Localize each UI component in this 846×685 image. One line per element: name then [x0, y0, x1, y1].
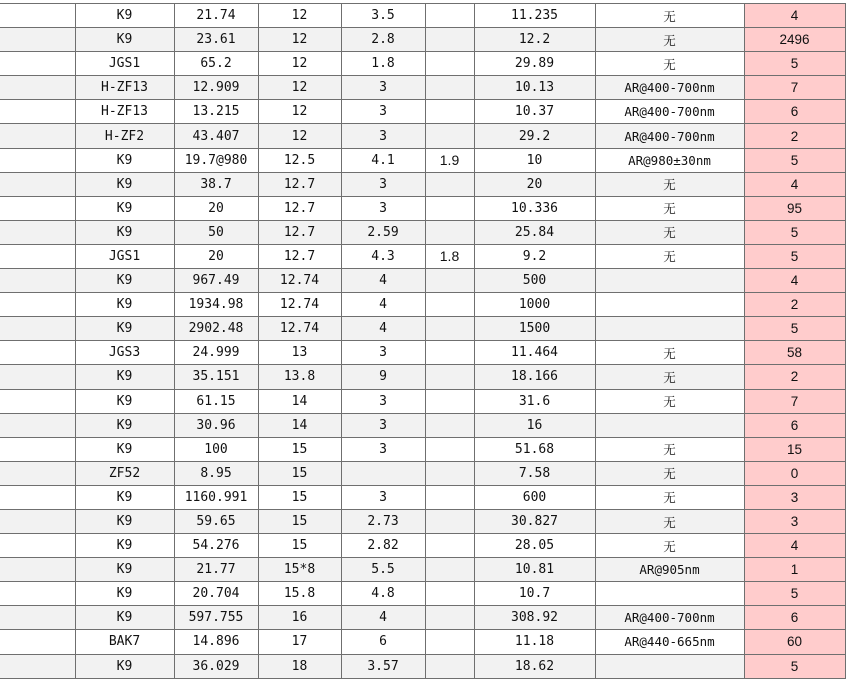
- diameter-cell: 12: [258, 52, 341, 76]
- focal-length-cell: 21.74: [174, 4, 258, 28]
- blank-cell: [0, 509, 75, 533]
- material-cell: K9: [75, 4, 174, 28]
- thickness-cell: 3: [341, 413, 425, 437]
- quantity-cell: 6: [744, 100, 845, 124]
- thickness-cell: 2.8: [341, 28, 425, 52]
- back-focal-length-cell: 12.2: [474, 28, 595, 52]
- focal-length-cell: 13.215: [174, 100, 258, 124]
- quantity-cell: 5: [744, 148, 845, 172]
- code-cell: [425, 509, 474, 533]
- blank-cell: [0, 28, 75, 52]
- material-cell: K9: [75, 485, 174, 509]
- table-row: [0, 148, 845, 172]
- quantity-cell: 58: [744, 341, 845, 365]
- focal-length-cell: 100: [174, 437, 258, 461]
- diameter-cell: 12: [258, 4, 341, 28]
- thickness-cell: 2.73: [341, 509, 425, 533]
- quantity-cell: 5: [744, 244, 845, 268]
- coating-cell: 无: [595, 28, 744, 52]
- blank-cell: [0, 389, 75, 413]
- table-row: [0, 317, 845, 341]
- back-focal-length-cell: 28.05: [474, 534, 595, 558]
- table-row: [0, 172, 845, 196]
- quantity-cell: 4: [744, 534, 845, 558]
- diameter-cell: 16: [258, 606, 341, 630]
- back-focal-length-cell: 18.166: [474, 365, 595, 389]
- quantity-cell: 3: [744, 509, 845, 533]
- coating-cell: AR@440-665nm: [595, 630, 744, 654]
- code-cell: [425, 124, 474, 148]
- material-cell: JGS3: [75, 341, 174, 365]
- quantity-cell: 5: [744, 654, 845, 678]
- blank-cell: [0, 196, 75, 220]
- code-cell: [425, 269, 474, 293]
- table-row: [0, 293, 845, 317]
- table-row: [0, 582, 845, 606]
- quantity-cell: 5: [744, 52, 845, 76]
- diameter-cell: 13: [258, 341, 341, 365]
- material-cell: BAK7: [75, 630, 174, 654]
- focal-length-cell: 43.407: [174, 124, 258, 148]
- coating-cell: AR@400-700nm: [595, 606, 744, 630]
- blank-cell: [0, 485, 75, 509]
- focal-length-cell: 54.276: [174, 534, 258, 558]
- quantity-cell: 2: [744, 365, 845, 389]
- coating-cell: 无: [595, 4, 744, 28]
- focal-length-cell: 8.95: [174, 461, 258, 485]
- blank-cell: [0, 606, 75, 630]
- quantity-cell: 3: [744, 485, 845, 509]
- thickness-cell: 4: [341, 293, 425, 317]
- blank-cell: [0, 365, 75, 389]
- back-focal-length-cell: 20: [474, 172, 595, 196]
- diameter-cell: 17: [258, 630, 341, 654]
- code-cell: [425, 4, 474, 28]
- diameter-cell: 12.5: [258, 148, 341, 172]
- diameter-cell: 15: [258, 485, 341, 509]
- focal-length-cell: 36.029: [174, 654, 258, 678]
- material-cell: K9: [75, 172, 174, 196]
- quantity-cell: 2: [744, 293, 845, 317]
- code-cell: [425, 52, 474, 76]
- thickness-cell: 4: [341, 317, 425, 341]
- diameter-cell: 12.74: [258, 293, 341, 317]
- quantity-cell: 0: [744, 461, 845, 485]
- thickness-cell: 3: [341, 124, 425, 148]
- thickness-cell: 6: [341, 630, 425, 654]
- quantity-cell: 5: [744, 582, 845, 606]
- diameter-cell: 15: [258, 437, 341, 461]
- blank-cell: [0, 413, 75, 437]
- code-cell: [425, 76, 474, 100]
- code-cell: [425, 28, 474, 52]
- code-cell: [425, 485, 474, 509]
- material-cell: H-ZF13: [75, 100, 174, 124]
- back-focal-length-cell: 29.89: [474, 52, 595, 76]
- material-cell: K9: [75, 389, 174, 413]
- blank-cell: [0, 100, 75, 124]
- quantity-cell: 7: [744, 389, 845, 413]
- back-focal-length-cell: 11.464: [474, 341, 595, 365]
- code-cell: [425, 317, 474, 341]
- blank-cell: [0, 148, 75, 172]
- diameter-cell: 12: [258, 76, 341, 100]
- coating-cell: [595, 654, 744, 678]
- coating-cell: AR@980±30nm: [595, 148, 744, 172]
- thickness-cell: 5.5: [341, 558, 425, 582]
- diameter-cell: 18: [258, 654, 341, 678]
- thickness-cell: 3: [341, 437, 425, 461]
- diameter-cell: 12.7: [258, 220, 341, 244]
- material-cell: K9: [75, 317, 174, 341]
- code-cell: [425, 534, 474, 558]
- material-cell: K9: [75, 365, 174, 389]
- table-row: [0, 654, 845, 678]
- code-cell: [425, 606, 474, 630]
- quantity-cell: 4: [744, 172, 845, 196]
- back-focal-length-cell: 10: [474, 148, 595, 172]
- back-focal-length-cell: 16: [474, 413, 595, 437]
- diameter-cell: 15: [258, 509, 341, 533]
- back-focal-length-cell: 51.68: [474, 437, 595, 461]
- coating-cell: [595, 413, 744, 437]
- back-focal-length-cell: 10.37: [474, 100, 595, 124]
- table-body: [0, 4, 845, 679]
- quantity-cell: 6: [744, 606, 845, 630]
- thickness-cell: 4: [341, 269, 425, 293]
- material-cell: K9: [75, 269, 174, 293]
- table-row: [0, 389, 845, 413]
- thickness-cell: 3: [341, 389, 425, 413]
- coating-cell: 无: [595, 196, 744, 220]
- diameter-cell: 12.74: [258, 269, 341, 293]
- thickness-cell: 3: [341, 76, 425, 100]
- table-row: [0, 124, 845, 148]
- focal-length-cell: 59.65: [174, 509, 258, 533]
- diameter-cell: 12.7: [258, 172, 341, 196]
- coating-cell: 无: [595, 365, 744, 389]
- code-cell: [425, 293, 474, 317]
- coating-cell: [595, 317, 744, 341]
- focal-length-cell: 967.49: [174, 269, 258, 293]
- blank-cell: [0, 244, 75, 268]
- material-cell: H-ZF2: [75, 124, 174, 148]
- focal-length-cell: 50: [174, 220, 258, 244]
- quantity-cell: 4: [744, 4, 845, 28]
- blank-cell: [0, 437, 75, 461]
- thickness-cell: 4.1: [341, 148, 425, 172]
- code-cell: [425, 196, 474, 220]
- coating-cell: 无: [595, 389, 744, 413]
- thickness-cell: 3: [341, 196, 425, 220]
- table-row: [0, 630, 845, 654]
- code-cell: 1.8: [425, 244, 474, 268]
- focal-length-cell: 21.77: [174, 558, 258, 582]
- code-cell: [425, 389, 474, 413]
- diameter-cell: 15.8: [258, 582, 341, 606]
- diameter-cell: 14: [258, 389, 341, 413]
- focal-length-cell: 12.909: [174, 76, 258, 100]
- back-focal-length-cell: 10.7: [474, 582, 595, 606]
- quantity-cell: 95: [744, 196, 845, 220]
- coating-cell: [595, 269, 744, 293]
- table-row: [0, 461, 845, 485]
- thickness-cell: 4.8: [341, 582, 425, 606]
- back-focal-length-cell: 18.62: [474, 654, 595, 678]
- coating-cell: 无: [595, 244, 744, 268]
- back-focal-length-cell: 31.6: [474, 389, 595, 413]
- quantity-cell: 60: [744, 630, 845, 654]
- coating-cell: 无: [595, 220, 744, 244]
- material-cell: K9: [75, 509, 174, 533]
- focal-length-cell: 24.999: [174, 341, 258, 365]
- material-cell: K9: [75, 220, 174, 244]
- code-cell: [425, 437, 474, 461]
- coating-cell: 无: [595, 534, 744, 558]
- thickness-cell: 3: [341, 485, 425, 509]
- thickness-cell: [341, 461, 425, 485]
- coating-cell: AR@400-700nm: [595, 76, 744, 100]
- diameter-cell: 15*8: [258, 558, 341, 582]
- diameter-cell: 12.7: [258, 244, 341, 268]
- coating-cell: AR@400-700nm: [595, 124, 744, 148]
- thickness-cell: 3: [341, 100, 425, 124]
- code-cell: [425, 220, 474, 244]
- table-row: [0, 52, 845, 76]
- diameter-cell: 14: [258, 413, 341, 437]
- code-cell: 1.9: [425, 148, 474, 172]
- diameter-cell: 12.74: [258, 317, 341, 341]
- coating-cell: AR@905nm: [595, 558, 744, 582]
- back-focal-length-cell: 500: [474, 269, 595, 293]
- table-row: [0, 534, 845, 558]
- coating-cell: 无: [595, 341, 744, 365]
- focal-length-cell: 1934.98: [174, 293, 258, 317]
- blank-cell: [0, 654, 75, 678]
- diameter-cell: 12: [258, 100, 341, 124]
- back-focal-length-cell: 7.58: [474, 461, 595, 485]
- back-focal-length-cell: 10.336: [474, 196, 595, 220]
- material-cell: K9: [75, 654, 174, 678]
- table-row: [0, 485, 845, 509]
- quantity-cell: 5: [744, 220, 845, 244]
- code-cell: [425, 582, 474, 606]
- diameter-cell: 12: [258, 28, 341, 52]
- coating-cell: 无: [595, 509, 744, 533]
- code-cell: [425, 461, 474, 485]
- thickness-cell: 3: [341, 341, 425, 365]
- back-focal-length-cell: 10.81: [474, 558, 595, 582]
- blank-cell: [0, 341, 75, 365]
- code-cell: [425, 341, 474, 365]
- material-cell: K9: [75, 582, 174, 606]
- blank-cell: [0, 293, 75, 317]
- material-cell: JGS1: [75, 52, 174, 76]
- focal-length-cell: 65.2: [174, 52, 258, 76]
- thickness-cell: 2.59: [341, 220, 425, 244]
- back-focal-length-cell: 11.18: [474, 630, 595, 654]
- focal-length-cell: 38.7: [174, 172, 258, 196]
- blank-cell: [0, 582, 75, 606]
- focal-length-cell: 30.96: [174, 413, 258, 437]
- code-cell: [425, 172, 474, 196]
- quantity-cell: 4: [744, 269, 845, 293]
- blank-cell: [0, 558, 75, 582]
- table-row: [0, 4, 845, 28]
- quantity-cell: 2: [744, 124, 845, 148]
- table-row: [0, 100, 845, 124]
- blank-cell: [0, 52, 75, 76]
- back-focal-length-cell: 1500: [474, 317, 595, 341]
- focal-length-cell: 23.61: [174, 28, 258, 52]
- code-cell: [425, 365, 474, 389]
- coating-cell: AR@400-700nm: [595, 100, 744, 124]
- blank-cell: [0, 172, 75, 196]
- table-row: [0, 244, 845, 268]
- focal-length-cell: 20: [174, 244, 258, 268]
- blank-cell: [0, 124, 75, 148]
- focal-length-cell: 597.755: [174, 606, 258, 630]
- material-cell: JGS1: [75, 244, 174, 268]
- table-row: [0, 220, 845, 244]
- focal-length-cell: 1160.991: [174, 485, 258, 509]
- material-cell: K9: [75, 413, 174, 437]
- thickness-cell: 1.8: [341, 52, 425, 76]
- coating-cell: 无: [595, 172, 744, 196]
- back-focal-length-cell: 9.2: [474, 244, 595, 268]
- material-cell: K9: [75, 534, 174, 558]
- back-focal-length-cell: 600: [474, 485, 595, 509]
- thickness-cell: 9: [341, 365, 425, 389]
- thickness-cell: 3.57: [341, 654, 425, 678]
- coating-cell: 无: [595, 437, 744, 461]
- back-focal-length-cell: 1000: [474, 293, 595, 317]
- thickness-cell: 2.82: [341, 534, 425, 558]
- material-cell: ZF52: [75, 461, 174, 485]
- blank-cell: [0, 630, 75, 654]
- focal-length-cell: 2902.48: [174, 317, 258, 341]
- thickness-cell: 3.5: [341, 4, 425, 28]
- diameter-cell: 12.7: [258, 196, 341, 220]
- code-cell: [425, 654, 474, 678]
- back-focal-length-cell: 10.13: [474, 76, 595, 100]
- material-cell: K9: [75, 196, 174, 220]
- thickness-cell: 3: [341, 172, 425, 196]
- table-row: [0, 28, 845, 52]
- back-focal-length-cell: 29.2: [474, 124, 595, 148]
- blank-cell: [0, 461, 75, 485]
- back-focal-length-cell: 30.827: [474, 509, 595, 533]
- back-focal-length-cell: 25.84: [474, 220, 595, 244]
- table-row: [0, 341, 845, 365]
- focal-length-cell: 61.15: [174, 389, 258, 413]
- quantity-cell: 5: [744, 317, 845, 341]
- blank-cell: [0, 220, 75, 244]
- lens-inventory-table: [0, 3, 846, 679]
- focal-length-cell: 35.151: [174, 365, 258, 389]
- table-row: [0, 365, 845, 389]
- diameter-cell: 15: [258, 534, 341, 558]
- focal-length-cell: 20: [174, 196, 258, 220]
- coating-cell: 无: [595, 485, 744, 509]
- material-cell: K9: [75, 437, 174, 461]
- blank-cell: [0, 534, 75, 558]
- coating-cell: [595, 293, 744, 317]
- material-cell: H-ZF13: [75, 76, 174, 100]
- quantity-cell: 7: [744, 76, 845, 100]
- back-focal-length-cell: 308.92: [474, 606, 595, 630]
- material-cell: K9: [75, 293, 174, 317]
- focal-length-cell: 19.7@980: [174, 148, 258, 172]
- coating-cell: 无: [595, 461, 744, 485]
- table-row: [0, 606, 845, 630]
- diameter-cell: 15: [258, 461, 341, 485]
- code-cell: [425, 413, 474, 437]
- table-row: [0, 558, 845, 582]
- blank-cell: [0, 317, 75, 341]
- thickness-cell: 4: [341, 606, 425, 630]
- code-cell: [425, 100, 474, 124]
- blank-cell: [0, 76, 75, 100]
- table-row: [0, 437, 845, 461]
- table-row: [0, 413, 845, 437]
- focal-length-cell: 20.704: [174, 582, 258, 606]
- thickness-cell: 4.3: [341, 244, 425, 268]
- quantity-cell: 1: [744, 558, 845, 582]
- coating-cell: 无: [595, 52, 744, 76]
- quantity-cell: 15: [744, 437, 845, 461]
- table-row: [0, 509, 845, 533]
- material-cell: K9: [75, 558, 174, 582]
- back-focal-length-cell: 11.235: [474, 4, 595, 28]
- table-row: [0, 196, 845, 220]
- quantity-cell: 6: [744, 413, 845, 437]
- focal-length-cell: 14.896: [174, 630, 258, 654]
- code-cell: [425, 558, 474, 582]
- material-cell: K9: [75, 606, 174, 630]
- material-cell: K9: [75, 28, 174, 52]
- diameter-cell: 13.8: [258, 365, 341, 389]
- diameter-cell: 12: [258, 124, 341, 148]
- quantity-cell: 2496: [744, 28, 845, 52]
- blank-cell: [0, 4, 75, 28]
- blank-cell: [0, 269, 75, 293]
- material-cell: K9: [75, 148, 174, 172]
- coating-cell: [595, 582, 744, 606]
- code-cell: [425, 630, 474, 654]
- table-row: [0, 76, 845, 100]
- table-row: [0, 269, 845, 293]
